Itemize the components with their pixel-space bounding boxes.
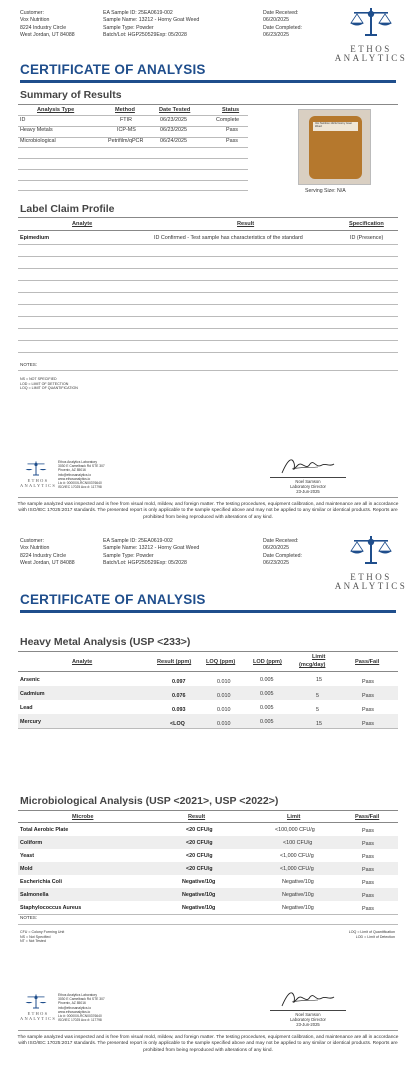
- heavy-header-loq: LOQ (ppm): [206, 659, 236, 665]
- divider: [18, 352, 398, 353]
- signature-line: [270, 477, 346, 478]
- signature: [278, 988, 338, 1010]
- product-photo: Vox Nutrition 13212 Horny Goat Weed: [298, 109, 371, 185]
- divider: [18, 126, 248, 127]
- signer-block: Noel Samson Laboratory Director 23-Jun-2025: [290, 479, 326, 494]
- divider: [18, 914, 398, 915]
- scales-icon: [349, 534, 393, 568]
- divider: [18, 180, 248, 181]
- scales-icon: [25, 993, 47, 1011]
- heavy-header-limit: Limit: [312, 654, 326, 660]
- divider: [18, 304, 398, 305]
- divider: [18, 292, 398, 293]
- micro-header-microbe: Microbe: [72, 814, 94, 820]
- page-title: CERTIFICATE OF ANALYSIS: [20, 592, 206, 607]
- divider: [18, 115, 248, 116]
- micro-header-limit: Limit: [287, 814, 301, 820]
- divider: [18, 190, 248, 191]
- micro-rule: [18, 810, 398, 811]
- sample-block: EA Sample ID: 25EA0619-002 Sample Name: 13212 - Horny Goat Weed Sample Type: Powder Batch/Lot: HGP250529Exp: 05/2028: [103, 538, 200, 566]
- label-claim-title: Label Claim Profile: [20, 203, 115, 215]
- heavy-rule: [18, 651, 398, 652]
- divider: [18, 822, 398, 823]
- signature-line: [270, 1010, 346, 1011]
- heavy-metal-title: Heavy Metal Analysis (USP <233>): [20, 636, 191, 648]
- summary-header-status: Status: [222, 107, 240, 113]
- summary-header-method: Method: [115, 107, 135, 113]
- divider: [18, 280, 398, 281]
- summary-title: Summary of Results: [20, 89, 122, 101]
- notes-left: CFU = Colony Forming Unit NS = Not Specified NT = Not Tested: [20, 930, 65, 944]
- logo-text-top: ETHOS: [350, 44, 392, 54]
- divider: [18, 316, 398, 317]
- sample-block: EA Sample ID: 25EA0619-002 Sample Name: 13212 - Horny Goat Weed Sample Type: Powder Batch/Lot: HGP250529Exp: 05/2028: [103, 10, 200, 38]
- divider: [18, 230, 398, 231]
- row-shade: [18, 714, 398, 728]
- divider: [18, 328, 398, 329]
- heavy-header-analyte: Analyte: [72, 659, 93, 665]
- ethos-logo: [321, 534, 416, 591]
- row-shade: [18, 686, 398, 700]
- divider: [18, 158, 248, 159]
- notes-list: NS = NOT SPECIFIED LOD = LIMIT OF DETECTION LOQ = LIMIT OF QUANTIFICATION: [20, 377, 78, 391]
- footer-rule: [18, 497, 398, 498]
- footer-rule: [18, 1030, 398, 1031]
- logo-text-top: ETHOS: [350, 572, 392, 582]
- divider: [18, 728, 398, 729]
- heavy-header-lod: LOD (ppm): [253, 659, 282, 665]
- claim-header-spec: Specification: [349, 221, 384, 227]
- micro-header-result: Result: [188, 814, 206, 820]
- title-rule: [20, 80, 396, 83]
- summary-header-date: Date Tested: [159, 107, 191, 113]
- dates-block: Date Received: 06/20/2025 Date Completed: 06/23/2025: [263, 538, 302, 566]
- label-claim-rule: [18, 217, 398, 218]
- logo-text-bottom: ANALYTICS: [334, 581, 408, 591]
- heavy-header-passfail: Pass/Fail: [355, 659, 380, 665]
- signer-block: Noel Samson Laboratory Director 23-Jun-2025: [290, 1012, 326, 1027]
- scales-icon: [349, 6, 393, 40]
- page-title: CERTIFICATE OF ANALYSIS: [20, 62, 206, 77]
- divider: [18, 244, 398, 245]
- micro-header-passfail: Pass/Fail: [355, 814, 380, 820]
- disclaimer: The sample analyzed was inspected and is free from visual mold, mildew, and foreign matter. The testing procedures, equipment calibration, and maintenance are all in accordance with ISO/IEC 17025:2017 standards. The presented report is only applicable to the sample specified above and may not be applied to any similar or identical products. Reports are prohibited from being reproduced with alterations of any kind.: [17, 502, 399, 520]
- notes-title: NOTES:: [20, 362, 38, 367]
- divider: [18, 671, 398, 672]
- divider: [18, 370, 398, 371]
- notes-right: LOQ = Limit of Quantification LOD = Limit of Detection: [348, 930, 395, 939]
- claim-header-analyte: Analyte: [72, 221, 93, 227]
- lab-address: Ethos Analytics Laboratory 3030 E Camelback Rd STE 307 Phoenix, AZ 85016 info@ethosanalytics.io www.ethosanalytics.io Lic #: 00000XLRCN00376640 ISO/IEC 17025 Acc #: 117798: [58, 460, 105, 490]
- dates-block: Date Received: 06/20/2025 Date Completed: 06/23/2025: [263, 10, 302, 38]
- footer-logo-text: ETHOS ANALYTICS: [20, 478, 57, 488]
- divider: [18, 268, 398, 269]
- title-rule: [20, 610, 396, 613]
- ethos-logo: [321, 6, 416, 63]
- divider: [18, 147, 248, 148]
- divider: [18, 924, 398, 925]
- disclaimer: The sample analyzed was inspected and is free from visual mold, mildew, and foreign matter. The testing procedures, equipment calibration, and maintenance are all in accordance with ISO/IEC 17025:2017 standards. The presented report is only applicable to the sample specified above and may not be applied to any similar or identical products. Reports are prohibited from being reproduced with alterations of any kind.: [17, 1035, 399, 1053]
- customer-block: Customer: Vox Nutrition 8224 Industry Circle West Jordan, UT 84088: [20, 538, 75, 566]
- logo-text-bottom: ANALYTICS: [334, 53, 408, 63]
- divider: [18, 169, 248, 170]
- lab-address: Ethos Analytics Laboratory 3030 E Camelback Rd STE 307 Phoenix, AZ 85016 info@ethosanalytics.io www.ethosanalytics.io Lic #: 00000XLRCN00376640 ISO/IEC 17025 Acc #: 117798: [58, 993, 105, 1023]
- scales-icon: [25, 460, 47, 478]
- summary-header-type: Analysis Type: [37, 107, 75, 113]
- summary-rule: [18, 104, 398, 105]
- divider: [18, 256, 398, 257]
- serving-size: Serving Size: N/A: [305, 188, 346, 194]
- divider: [18, 137, 248, 138]
- heavy-header-result: Result (ppm): [157, 659, 192, 665]
- customer-block: Customer: Vox Nutrition 8224 Industry Circle West Jordan, UT 84088: [20, 10, 75, 38]
- claim-header-result: Result: [237, 221, 255, 227]
- divider: [18, 340, 398, 341]
- micro-title: Microbiological Analysis (USP <2021>, USP <2022>): [20, 795, 279, 807]
- signature: [278, 455, 338, 477]
- notes-title: NOTES:: [20, 915, 38, 920]
- footer-logo-text: ETHOS ANALYTICS: [20, 1011, 57, 1021]
- heavy-header-limit-unit: (mcg/day): [299, 662, 326, 668]
